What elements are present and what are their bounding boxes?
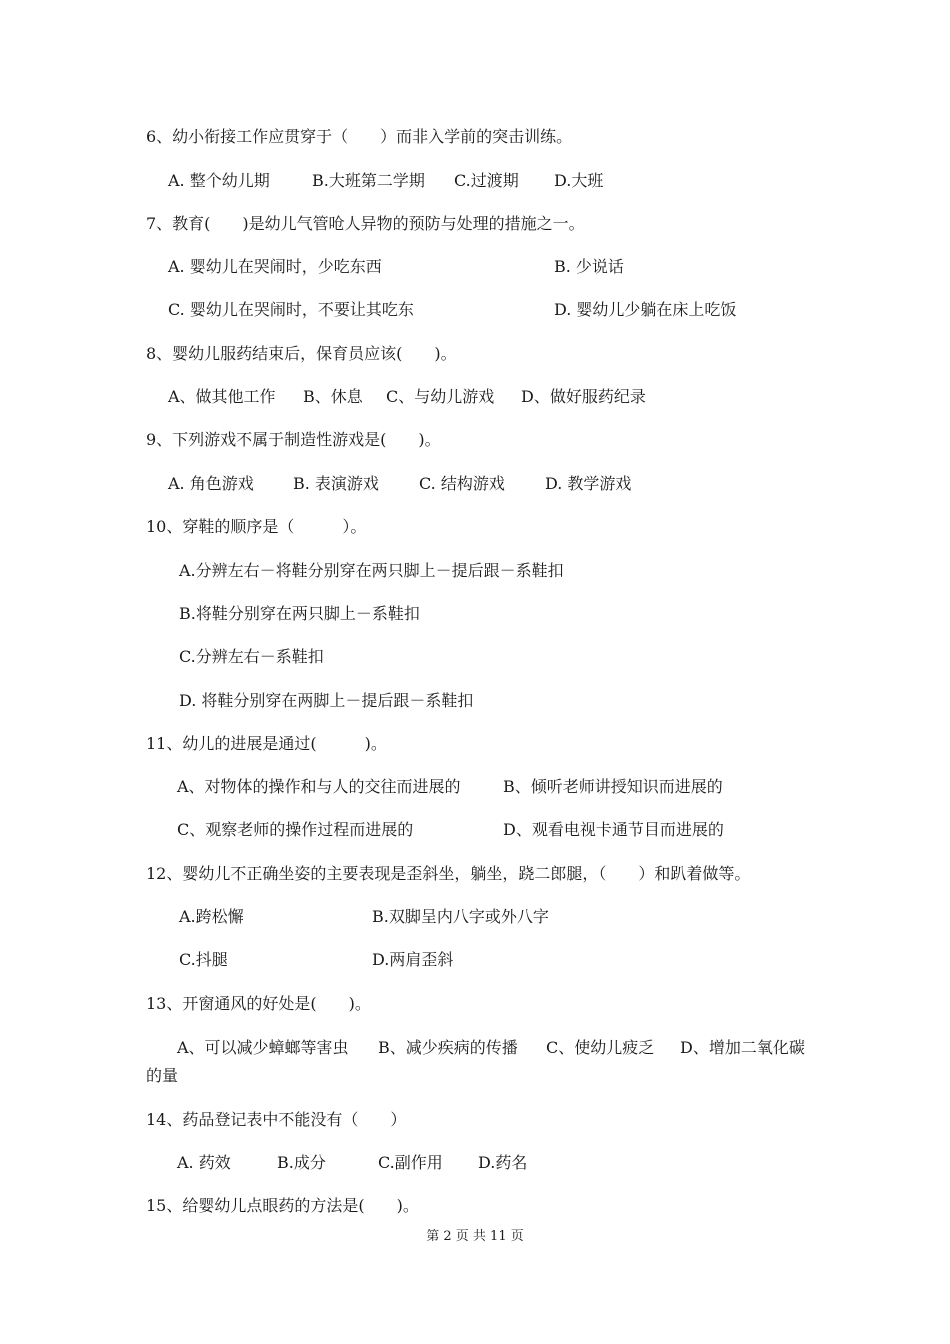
question-13-option-d: D、增加二氧化碳	[680, 1038, 805, 1057]
question-6-option-d: D.大班	[554, 171, 604, 190]
question-11-option-a: A、对物体的操作和与人的交往而进展的	[177, 777, 461, 796]
question-8-option-d: D、做好服药纪录	[521, 387, 646, 406]
question-13-stem: 13、开窗通风的好处是( )。	[146, 994, 371, 1013]
question-14-option-c: C.副作用	[378, 1153, 443, 1172]
question-13-option-a: A、可以减少蟑螂等害虫	[177, 1038, 349, 1057]
question-13-option-c: C、使幼儿疲乏	[546, 1038, 655, 1057]
question-12-option-d: D.两肩歪斜	[372, 950, 454, 969]
question-11-stem: 11、幼儿的进展是通过( )。	[146, 734, 387, 753]
question-15-stem: 15、给婴幼儿点眼药的方法是( )。	[146, 1196, 419, 1215]
question-7-option-c: C. 婴幼儿在哭闹时，不要让其吃东	[168, 300, 414, 319]
question-14-option-a: A. 药效	[177, 1153, 231, 1172]
question-14-stem: 14、药品登记表中不能没有（ ）	[146, 1110, 407, 1129]
question-11-option-d: D、观看电视卡通节目而进展的	[503, 820, 724, 839]
question-6-option-a: A. 整个幼儿期	[168, 171, 270, 190]
question-9-option-c: C. 结构游戏	[419, 474, 505, 493]
question-10-stem: 10、穿鞋的顺序是（ ）。	[146, 517, 367, 536]
question-11-option-b: B、倾听老师讲授知识而进展的	[503, 777, 723, 796]
question-10-option-b: B.将鞋分别穿在两只脚上－系鞋扣	[179, 604, 420, 623]
question-12-option-a: A.跨松懈	[179, 907, 244, 926]
question-10-option-a: A.分辨左右－将鞋分别穿在两只脚上－提后跟－系鞋扣	[179, 561, 564, 580]
question-12-option-c: C.抖腿	[179, 950, 228, 969]
question-9-option-b: B. 表演游戏	[293, 474, 379, 493]
question-9-stem: 9、下列游戏不属于制造性游戏是( )。	[146, 430, 441, 449]
question-7-option-d: D. 婴幼儿少躺在床上吃饭	[554, 300, 737, 319]
question-14-option-b: B.成分	[277, 1153, 326, 1172]
question-6-stem: 6、幼小衔接工作应贯穿于（ ）而非入学前的突击训练。	[146, 127, 573, 146]
question-12-option-b: B.双脚呈内八字或外八字	[372, 907, 549, 926]
question-9-option-a: A. 角色游戏	[168, 474, 254, 493]
question-14-option-d: D.药名	[478, 1153, 528, 1172]
question-13-option-d-continuation: 的量	[146, 1066, 179, 1085]
question-9-option-d: D. 教学游戏	[545, 474, 632, 493]
question-7-option-b: B. 少说话	[554, 257, 624, 276]
question-10-option-d: D. 将鞋分别穿在两脚上－提后跟－系鞋扣	[179, 691, 474, 710]
question-7-stem: 7、教育( )是幼儿气管呛人异物的预防与处理的措施之一。	[146, 214, 585, 233]
question-8-option-b: B、休息	[303, 387, 363, 406]
question-6-option-c: C.过渡期	[454, 171, 519, 190]
question-6-option-b: B.大班第二学期	[312, 171, 425, 190]
question-8-option-a: A、做其他工作	[168, 387, 276, 406]
question-8-option-c: C、与幼儿游戏	[386, 387, 495, 406]
question-10-option-c: C.分辨左右－系鞋扣	[179, 647, 324, 666]
question-8-stem: 8、婴幼儿服药结束后，保育员应该( )。	[146, 344, 457, 363]
question-12-stem: 12、婴幼儿不正确坐姿的主要表现是歪斜坐，躺坐，跷二郎腿，（ ）和趴着做等。	[146, 864, 751, 883]
question-7-option-a: A. 婴幼儿在哭闹时，少吃东西	[168, 257, 382, 276]
page-number-footer: 第 2 页 共 11 页	[426, 1229, 524, 1244]
question-13-option-b: B、减少疾病的传播	[378, 1038, 518, 1057]
question-11-option-c: C、观察老师的操作过程而进展的	[177, 820, 414, 839]
